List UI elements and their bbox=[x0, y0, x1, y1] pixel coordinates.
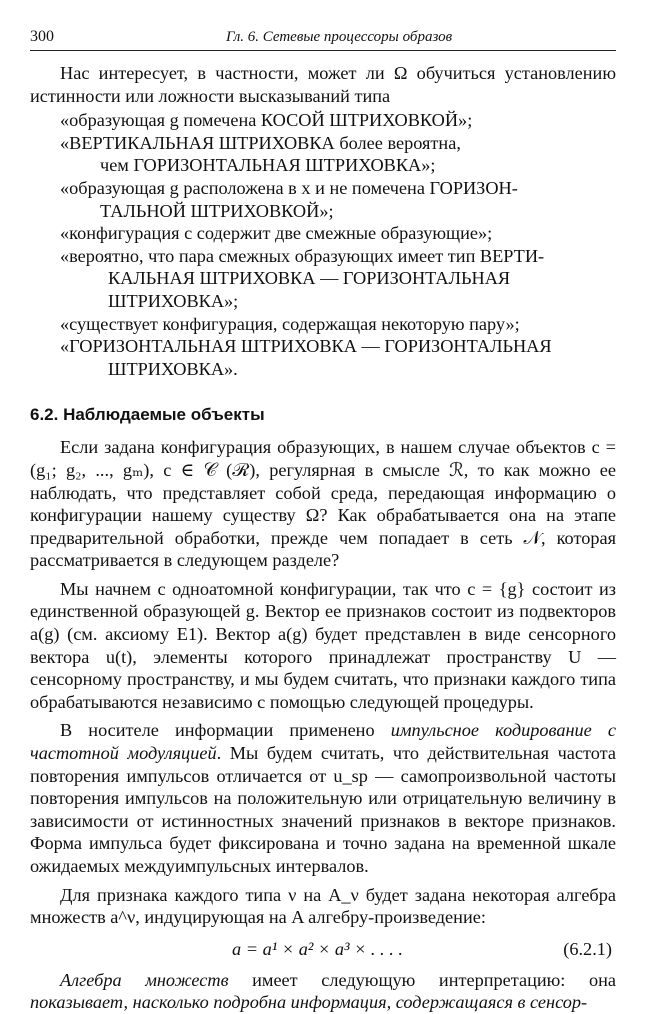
quote-7 bbox=[30, 335, 616, 380]
quote-line: «образующая g помечена КОСОЙ ШТРИХОВКОЙ»; bbox=[60, 110, 473, 131]
quote-5 bbox=[30, 245, 616, 313]
quote-6 bbox=[30, 313, 616, 336]
text-run: В носителе информации применено bbox=[60, 720, 391, 741]
quote-3 bbox=[30, 177, 616, 222]
section-heading: 6.2. Наблюдаемые объекты bbox=[30, 405, 265, 425]
quote-line: чем ГОРИЗОНТАЛЬНАЯ ШТРИХОВКА»; bbox=[100, 155, 436, 176]
quote-1 bbox=[30, 109, 616, 132]
quote-line: «ГОРИЗОНТАЛЬНАЯ ШТРИХОВКА — ГОРИЗОНТАЛЬНАЯ bbox=[60, 336, 552, 357]
quote-line: ТАЛЬНОЙ ШТРИХОВКОЙ»; bbox=[100, 200, 334, 221]
paragraph-pulse-coding bbox=[30, 719, 616, 877]
quote-line: «образующая g расположена в x и не помечена ГОРИЗОН- bbox=[60, 177, 518, 198]
quote-2 bbox=[30, 132, 616, 177]
quote-line: ШТРИХОВКА». bbox=[108, 358, 238, 379]
equation-number: (6.2.1) bbox=[563, 938, 612, 959]
page-body bbox=[30, 62, 616, 1014]
quote-line: «ВЕРТИКАЛЬНАЯ ШТРИХОВКА более вероятна, bbox=[60, 132, 461, 153]
paragraph-algebra: Для признака каждого типа ν на A_ν будет задана некоторая алгебра множеств a^ν, индуцирующая на A алгебру-произведение: bbox=[30, 884, 616, 928]
paragraph-configuration: Если задана конфигурация образующих, в нашем случае объектов c = (g₁; g₂, ..., gₘ), c ∈ 𝒞 (ℛ), регулярная в смысле ℛ, то как можно ее наблюдать, что представляет собой среда, передающая информацию о конфигурации нашему существу Ω? Как обрабатывается она на этапе предварительной обработки, прежде чем попадает в сеть 𝒩, которая рассматривается в следующем разделе? bbox=[30, 437, 616, 571]
running-title: Гл. 6. Сетевые процессоры образов bbox=[226, 29, 453, 45]
paragraph-single-atom: Мы начнем с одноатомной конфигурации, так что c = {g} состоит из единственной образующей g. Вектор ее признаков состоит из подвекторов a(g) (см. аксиому E1). Вектор a(g) будет представлен в виде сенсорного вектора u(t), элементы которого принадлежат пространству U — сенсорному пространству, и мы будем считать, что признаки каждого типа обрабатываются независимо с помощью следующей процедуры. bbox=[30, 578, 616, 712]
paragraph-interpretation bbox=[30, 969, 616, 1014]
equation: a = a¹ × a² × a³ × . . . . bbox=[232, 938, 403, 959]
text-run: . Мы будем считать, что действительная частота повторения импульсов отличается от u_sp — самопроизвольной частоты повторения импульсов на положительную или отрицательную величину в зависимости от истинностных значений признаков в векторе признаков. Форма импульса будет фиксирована и точно задана на временной шкале ожидаемых междуимпульсных интервалов. bbox=[30, 743, 616, 876]
header-rule bbox=[30, 50, 616, 51]
quote-line: «существует конфигурация, содержащая некоторую пару»; bbox=[60, 313, 520, 334]
quote-line: КАЛЬНАЯ ШТРИХОВКА — ГОРИЗОНТАЛЬНАЯ bbox=[108, 268, 511, 289]
quote-4 bbox=[30, 222, 616, 245]
intro-paragraph: Нас интересует, в частности, может ли Ω обучиться установлению истинности или ложности высказываний типа bbox=[30, 63, 616, 106]
quote-line: «вероятно, что пара смежных образующих имеет тип ВЕРТИ- bbox=[60, 245, 545, 266]
page-number: 300 bbox=[30, 28, 54, 45]
text-run: имеет следующую интерпретацию: она bbox=[228, 969, 617, 990]
equation-row bbox=[30, 929, 616, 969]
quote-line: «конфигурация c содержит две смежные образующие»; bbox=[60, 223, 493, 244]
italic-text: показывает, насколько подробна информация, содержащаяся в сенсор- bbox=[30, 992, 588, 1013]
italic-term: импульсное кодирование с частотной модуляцией bbox=[30, 720, 616, 764]
quote-line: ШТРИХОВКА»; bbox=[108, 290, 239, 311]
italic-term: Алгебра множеств bbox=[60, 969, 229, 990]
